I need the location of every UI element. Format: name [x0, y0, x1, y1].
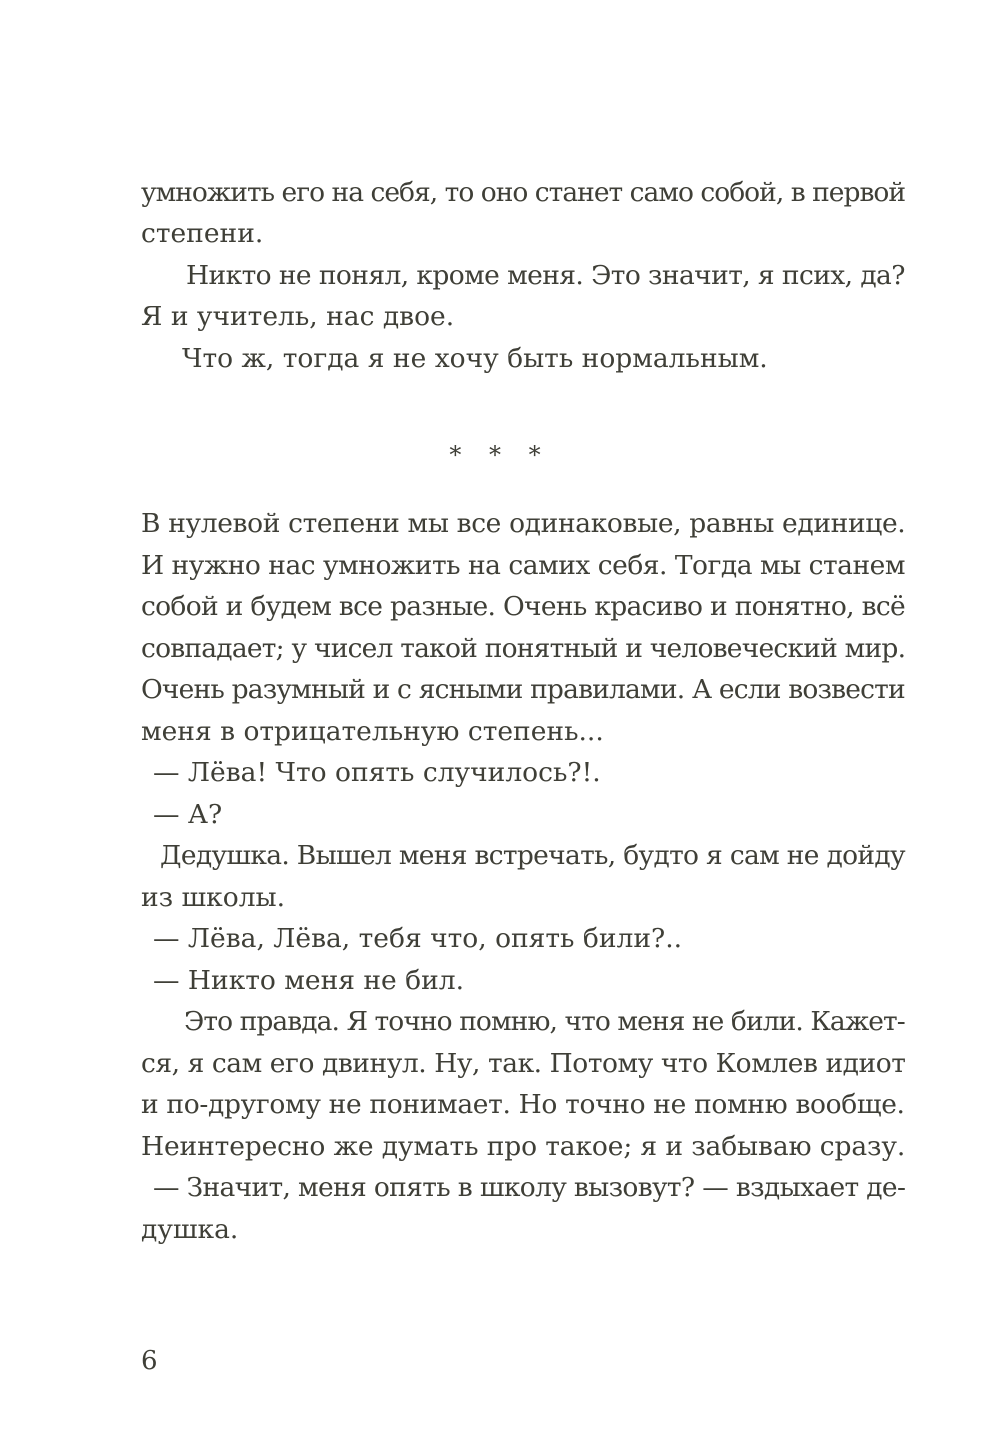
- text-line: совпадает; у чисел такой понятный и человеческий мир.: [141, 633, 906, 664]
- text-line: ся, я сам его двинул. Ну, так. Потому что Комлев идиот: [141, 1048, 906, 1079]
- text-line: Никто не понял, кроме меня. Это значит, я псих, да?: [186, 260, 905, 291]
- text-line: степени.: [141, 218, 264, 249]
- text-line: Неинтересно же думать про такое; я и забываю сразу.: [141, 1131, 906, 1162]
- text-line: Дедушка. Вышел меня встречать, будто я сам не дойду: [160, 840, 905, 871]
- text-line: душка.: [141, 1214, 239, 1245]
- section-separator: * * *: [449, 441, 551, 469]
- dialogue-line: — Лёва, Лёва, тебя что, опять били?..: [153, 923, 683, 954]
- text-line: Что ж, тогда я не хочу быть нормальным.: [182, 343, 768, 374]
- text-line: из школы.: [141, 882, 286, 913]
- text-line: меня в отрицательную степень...: [141, 716, 604, 747]
- text-line: умножить его на себя, то оно станет само собой, в первой: [141, 177, 906, 208]
- page-number: 6: [141, 1346, 158, 1376]
- text-line: Очень разумный и с ясными правилами. А если возвести: [141, 674, 905, 705]
- dialogue-line: — Никто меня не бил.: [153, 965, 465, 996]
- text-line: собой и будем все разные. Очень красиво и понятно, всё: [141, 591, 906, 622]
- text-line: В нулевой степени мы все одинаковые, равны единице.: [141, 508, 906, 539]
- text-line: Это правда. Я точно помню, что меня не били. Кажет-: [184, 1006, 905, 1037]
- dialogue-line: — А?: [153, 799, 223, 830]
- dialogue-line: — Значит, меня опять в школу вызовут? — вздыхает де-: [153, 1172, 906, 1203]
- text-line: и по-другому не понимает. Но точно не помню вообще.: [141, 1089, 905, 1120]
- text-line: Я и учитель, нас двое.: [141, 301, 455, 332]
- dialogue-line: — Лёва! Что опять случилось?!.: [153, 757, 601, 788]
- text-line: И нужно нас умножить на самих себя. Тогда мы станем: [141, 550, 905, 581]
